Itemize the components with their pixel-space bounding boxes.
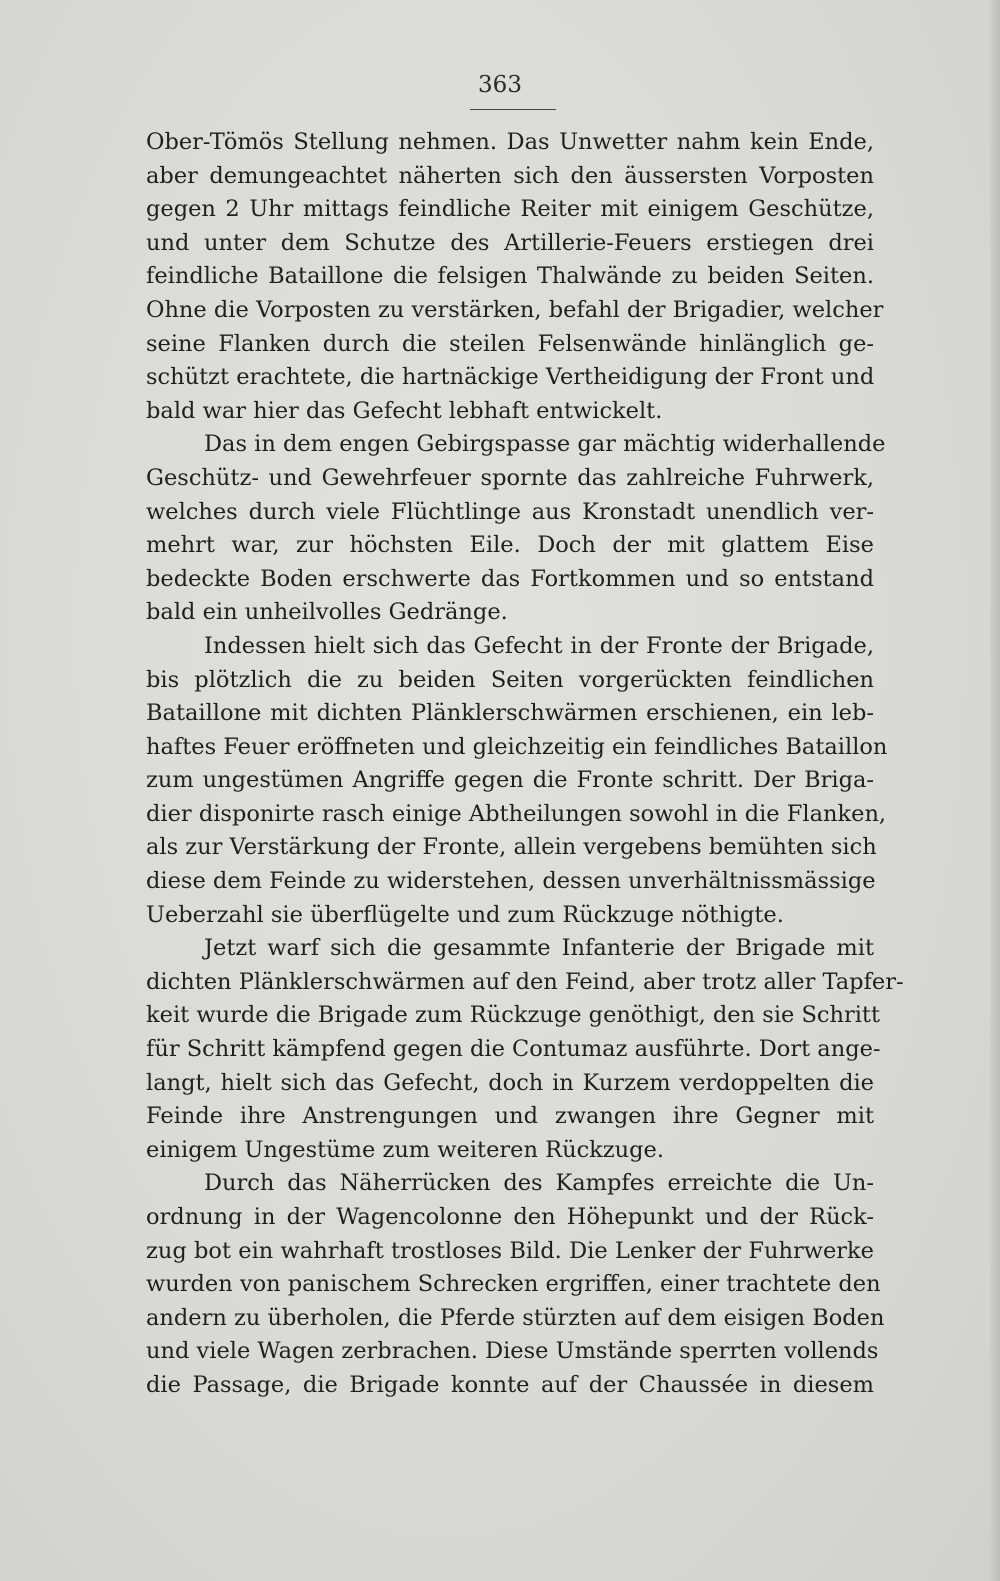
body-text xyxy=(146,126,904,1403)
text-line: gegen 2 Uhr mittags feindliche Reiter mit einigem Geschütze, xyxy=(146,196,874,223)
text-line: zug bot ein wahrhaft trostloses Bild. Die Lenker der Fuhrwerke xyxy=(146,1237,874,1264)
text-line: ordnung in der Wagencolonne den Höhepunkt und der Rück- xyxy=(146,1204,874,1230)
text-line: Ober-Tömös Stellung nehmen. Das Unwetter nahm kein Ende, xyxy=(146,129,874,155)
text-line: und viele Wagen zerbrachen. Diese Umstände sperrten vollends xyxy=(146,1338,879,1365)
text-line: die Passage, die Brigade konnte auf der Chaussée in diesem xyxy=(146,1371,874,1398)
text-line: bald ein unheilvolles Gedränge. xyxy=(146,599,508,626)
text-line: bald war hier das Gefecht lebhaft entwickelt. xyxy=(146,397,663,424)
text-line: einigem Ungestüme zum weiteren Rückzuge. xyxy=(146,1136,665,1163)
text-line: diese dem Feinde zu widerstehen, dessen unverhältnissmässige xyxy=(146,868,876,895)
text-line: welches durch viele Flüchtlinge aus Kronstadt unendlich ver- xyxy=(146,498,874,525)
text-line: zum ungestümen Angriffe gegen die Fronte schritt. Der Briga- xyxy=(146,767,874,794)
text-line: und unter dem Schutze des Artillerie-Feuers erstiegen drei xyxy=(146,229,874,256)
text-line: Durch das Näherrücken des Kampfes erreichte die Un- xyxy=(204,1170,874,1197)
scan-edge xyxy=(990,0,1000,1581)
text-line: Das in dem engen Gebirgspasse gar mächtig widerhallende xyxy=(204,431,886,458)
text-line: dichten Plänklerschwärmen auf den Feind, aber trotz aller Tapfer- xyxy=(146,968,904,995)
text-line: Ohne die Vorposten zu verstärken, befahl der Brigadier, welcher xyxy=(146,296,884,323)
text-line: seine Flanken durch die steilen Felsenwände hinlänglich ge- xyxy=(146,330,874,357)
text-line: mehrt war, zur höchsten Eile. Doch der mit glattem Eise xyxy=(146,532,874,559)
text-line: Feinde ihre Anstrengungen und zwangen ihre Gegner mit xyxy=(146,1103,874,1130)
text-line: Bataillone mit dichten Plänklerschwärmen erschienen, ein leb- xyxy=(146,700,874,727)
text-line: Jetzt warf sich die gesammte Infanterie der Brigade mit xyxy=(204,935,874,962)
page-number-rule xyxy=(470,109,556,110)
text-line: Ueberzahl sie überflügelte und zum Rückzuge nöthigte. xyxy=(146,901,784,928)
text-line: langt, hielt sich das Gefecht, doch in Kurzem verdoppelten die xyxy=(146,1069,874,1096)
text-line: feindliche Bataillone die felsigen Thalwände zu beiden Seiten. xyxy=(146,263,874,290)
text-line: Indessen hielt sich das Gefecht in der Fronte der Brigade, xyxy=(204,632,874,659)
text-line: für Schritt kämpfend gegen die Contumaz ausführte. Dort ange- xyxy=(146,1036,881,1063)
text-line: Geschütz- und Gewehrfeuer spornte das zahlreiche Fuhrwerk, xyxy=(146,464,874,491)
text-line: haftes Feuer eröffneten und gleichzeitig ein feindliches Bataillon xyxy=(146,733,888,760)
text-line: schützt erachtete, die hartnäckige Vertheidigung der Front und xyxy=(146,364,875,391)
page-number: 363 xyxy=(478,72,522,98)
text-line: andern zu überholen, die Pferde stürzten auf dem eisigen Boden xyxy=(146,1304,885,1331)
text-line: keit wurde die Brigade zum Rückzuge genöthigt, den sie Schritt xyxy=(146,1002,881,1029)
text-line: bedeckte Boden erschwerte das Fortkommen und so entstand xyxy=(146,565,874,592)
text-line: aber demungeachtet näherten sich den äussersten Vorposten xyxy=(146,162,874,189)
text-line: dier disponirte rasch einige Abtheilungen sowohl in die Flanken, xyxy=(146,800,887,827)
text-line: als zur Verstärkung der Fronte, allein vergebens bemühten sich xyxy=(146,834,877,861)
text-line: wurden von panischem Schrecken ergriffen, einer trachtete den xyxy=(146,1271,881,1298)
text-line: bis plötzlich die zu beiden Seiten vorgerückten feindlichen xyxy=(146,666,874,693)
